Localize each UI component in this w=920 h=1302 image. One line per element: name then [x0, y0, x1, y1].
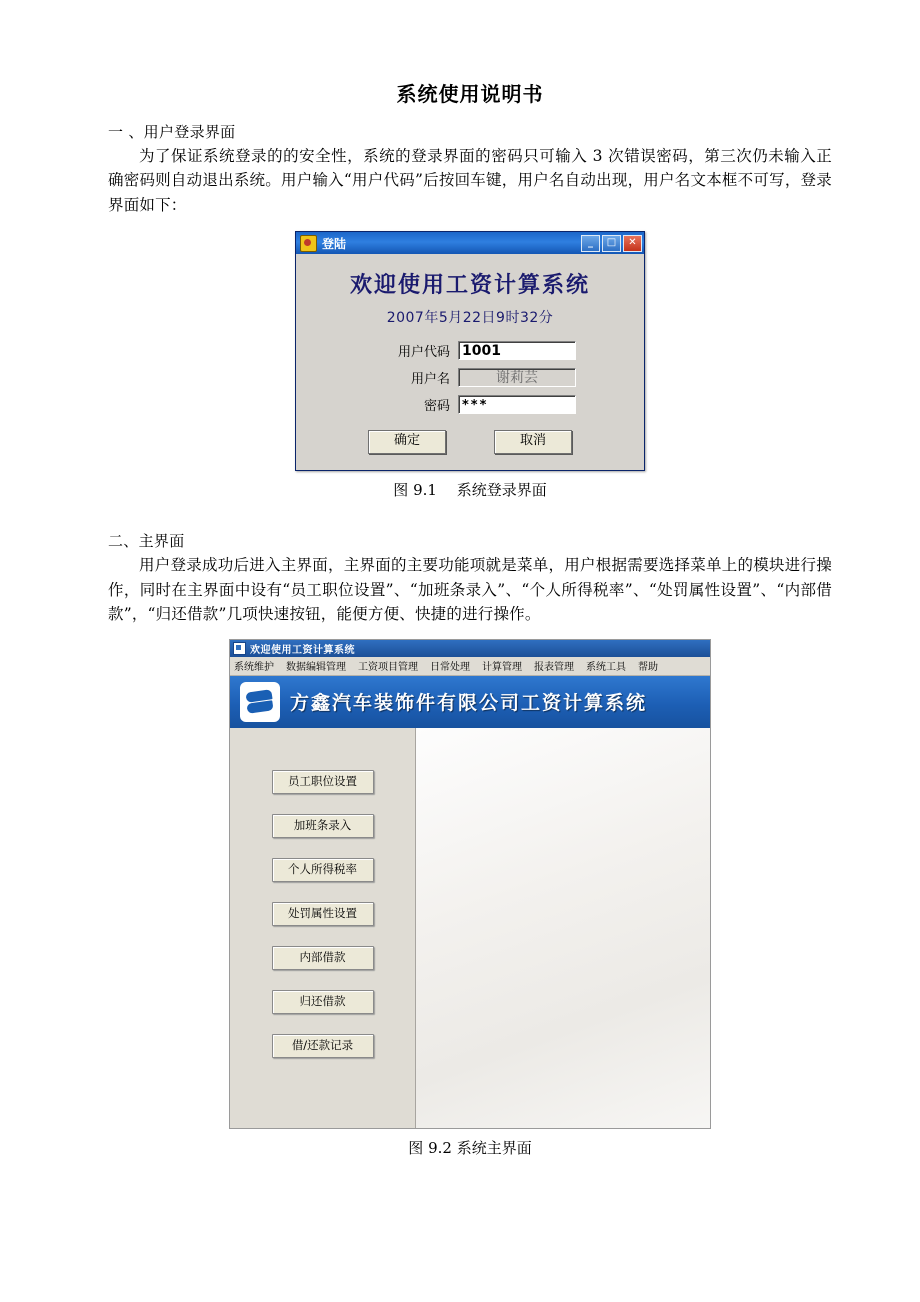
section-heading-1: 一 、用户登录界面 — [108, 123, 236, 141]
app-icon — [300, 235, 317, 252]
cancel-button[interactable]: 取消 — [494, 430, 572, 454]
login-titlebar[interactable] — [296, 232, 644, 254]
window-controls — [581, 235, 642, 252]
field-row-user-name — [296, 368, 644, 387]
user-name-input: 谢莉芸 — [458, 368, 576, 387]
main-window — [229, 639, 711, 1129]
user-code-input[interactable]: 1001 — [458, 341, 576, 360]
menu-item-help[interactable]: 帮助 — [638, 662, 658, 674]
field-row-password — [296, 395, 644, 414]
banner — [230, 676, 710, 728]
quick-button-income-tax-rate[interactable]: 个人所得税率 — [272, 858, 374, 882]
field-row-user-code — [296, 341, 644, 360]
login-title-text: 登陆 — [322, 236, 347, 251]
section-paragraph-1: 为了保证系统登录的的安全性，系统的登录界面的密码只可输入 3 次错误密码，第三次仍未输入正确密码则自动退出系统。用户输入“用户代码”后按回车键，用户名自动出现，用户名文本框不可写，登录界面如下： — [108, 147, 832, 214]
main-body — [230, 728, 710, 1128]
quick-button-penalty-settings[interactable]: 处罚属性设置 — [272, 902, 374, 926]
main-title-text: 欢迎使用工资计算系统 — [250, 644, 355, 656]
login-datetime: 2007年5月22日9时32分 — [386, 310, 554, 327]
main-canvas — [416, 728, 710, 1128]
ok-button[interactable]: 确定 — [368, 430, 446, 454]
spacer — [108, 500, 832, 530]
minimize-icon[interactable]: _ — [581, 235, 600, 252]
menu-item-daily-process[interactable]: 日常处理 — [430, 662, 470, 674]
figure-caption-1: 图 9.1 系统登录界面 — [393, 481, 547, 500]
menu-item-calc-manage[interactable]: 计算管理 — [482, 662, 522, 674]
figure-caption-2: 图 9.2 系统主界面 — [408, 1138, 532, 1157]
app-icon — [233, 642, 246, 655]
quick-button-loan-records[interactable]: 借/还款记录 — [272, 1034, 374, 1058]
user-name-label: 用户名 — [410, 372, 450, 388]
quick-button-internal-loan[interactable]: 内部借款 — [272, 946, 374, 970]
quick-button-panel — [230, 728, 416, 1128]
main-titlebar[interactable] — [230, 640, 710, 657]
banner-title: 方鑫汽车装饰件有限公司工资计算系统 — [290, 692, 648, 715]
company-logo-icon — [240, 682, 280, 722]
login-welcome-text: 欢迎使用工资计算系统 — [349, 273, 590, 299]
quick-button-overtime-entry[interactable]: 加班条录入 — [272, 814, 374, 838]
section-paragraph-2: 用户登录成功后进入主界面，主界面的主要功能项就是菜单，用户根据需要选择菜单上的模块进行操作，同时在主界面中设有“员工职位设置”、“加班条录入”、“个人所得税率”、“处罚属性设置”、“内部借款”，“归还借款”几项快速按钮，能便方便、快捷的进行操作。 — [108, 556, 832, 624]
user-code-label: 用户代码 — [397, 345, 450, 361]
close-icon[interactable]: ✕ — [623, 235, 642, 252]
figure-main-window — [108, 639, 832, 1129]
menu-item-salary-project[interactable]: 工资项目管理 — [358, 662, 418, 674]
menu-item-report-manage[interactable]: 报表管理 — [534, 662, 574, 674]
login-button-row — [296, 430, 644, 454]
password-label: 密码 — [423, 399, 450, 415]
section-heading-2: 二、主界面 — [108, 532, 185, 551]
menu-item-system-tools[interactable]: 系统工具 — [586, 662, 626, 674]
password-input[interactable]: *** — [458, 395, 576, 414]
figure-login-dialog — [108, 231, 832, 471]
page-title: 系统使用说明书 — [396, 82, 544, 106]
menu-item-data-edit[interactable]: 数据编辑管理 — [286, 662, 346, 674]
quick-button-employee-position[interactable]: 员工职位设置 — [272, 770, 374, 794]
menu-bar — [230, 657, 710, 676]
quick-button-repay-loan[interactable]: 归还借款 — [272, 990, 374, 1014]
menu-item-system-maintenance[interactable]: 系统维护 — [234, 662, 274, 674]
maximize-icon[interactable]: □ — [602, 235, 621, 252]
login-window — [295, 231, 645, 471]
login-body — [296, 254, 644, 470]
